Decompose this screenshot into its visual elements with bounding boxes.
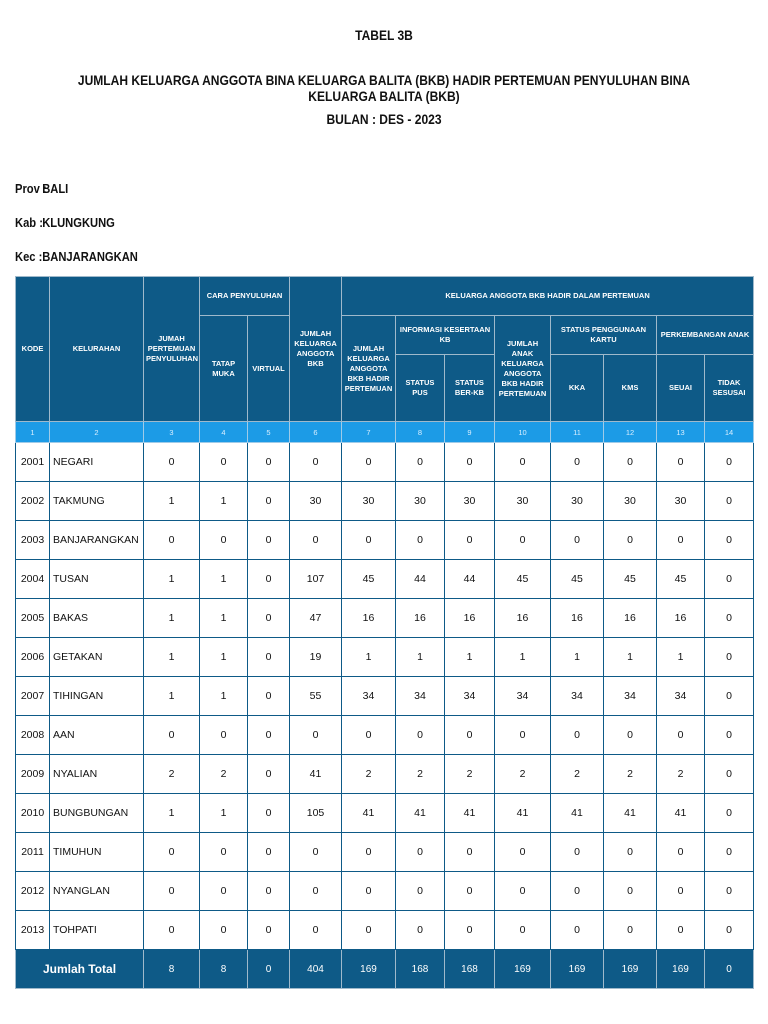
value-cell: 107 xyxy=(290,560,342,599)
total-value-cell: 168 xyxy=(396,950,445,989)
value-cell: 1 xyxy=(200,599,248,638)
value-cell: 0 xyxy=(604,911,657,950)
value-cell: 34 xyxy=(495,677,551,716)
value-cell: 1 xyxy=(200,677,248,716)
total-value-cell: 168 xyxy=(445,950,495,989)
value-cell: 0 xyxy=(248,521,290,560)
district-label: Kec : xyxy=(15,249,43,264)
value-cell: 0 xyxy=(342,521,396,560)
header-jumlah-keluarga: JUMLAH KELUARGA ANGGOTA BKB xyxy=(290,277,342,422)
total-value-cell: 169 xyxy=(342,950,396,989)
kode-cell: 2005 xyxy=(16,599,50,638)
period-label: BULAN : DES - 2023 xyxy=(326,111,442,127)
kelurahan-cell: NYANGLAN xyxy=(50,872,144,911)
value-cell: 1 xyxy=(200,638,248,677)
value-cell: 16 xyxy=(604,599,657,638)
value-cell: 44 xyxy=(445,560,495,599)
total-row xyxy=(16,950,754,989)
value-cell: 0 xyxy=(705,794,754,833)
value-cell: 0 xyxy=(604,833,657,872)
value-cell: 1 xyxy=(604,638,657,677)
total-value-cell: 0 xyxy=(705,950,754,989)
value-cell: 0 xyxy=(495,911,551,950)
value-cell: 0 xyxy=(705,872,754,911)
value-cell: 1 xyxy=(445,638,495,677)
column-number: 4 xyxy=(200,422,248,443)
kode-cell: 2002 xyxy=(16,482,50,521)
value-cell: 1 xyxy=(551,638,604,677)
value-cell: 30 xyxy=(657,482,705,521)
value-cell: 34 xyxy=(342,677,396,716)
value-cell: 0 xyxy=(396,833,445,872)
value-cell: 1 xyxy=(495,638,551,677)
total-value-cell: 8 xyxy=(200,950,248,989)
value-cell: 16 xyxy=(551,599,604,638)
value-cell: 0 xyxy=(248,911,290,950)
value-cell: 0 xyxy=(495,872,551,911)
column-number: 9 xyxy=(445,422,495,443)
header-tidak-sesuai: TIDAK SESUSAI xyxy=(705,355,754,422)
total-value-cell: 0 xyxy=(248,950,290,989)
value-cell: 0 xyxy=(200,521,248,560)
column-number: 13 xyxy=(657,422,705,443)
value-cell: 0 xyxy=(248,560,290,599)
province-label: Prov : xyxy=(15,181,47,196)
table-row xyxy=(16,560,754,599)
kode-cell: 2013 xyxy=(16,911,50,950)
table-row xyxy=(16,794,754,833)
value-cell: 0 xyxy=(495,716,551,755)
value-cell: 0 xyxy=(551,872,604,911)
value-cell: 45 xyxy=(604,560,657,599)
value-cell: 0 xyxy=(248,482,290,521)
header-perkembangan-anak: PERKEMBANGAN ANAK xyxy=(657,316,754,355)
value-cell: 0 xyxy=(290,443,342,482)
value-cell: 30 xyxy=(551,482,604,521)
value-cell: 0 xyxy=(604,716,657,755)
value-cell: 1 xyxy=(144,638,200,677)
value-cell: 45 xyxy=(657,560,705,599)
total-value-cell: 169 xyxy=(604,950,657,989)
kelurahan-cell: GETAKAN xyxy=(50,638,144,677)
header-kka: KKA xyxy=(551,355,604,422)
value-cell: 0 xyxy=(705,911,754,950)
value-cell: 16 xyxy=(657,599,705,638)
header-status-pus: STATUS PUS xyxy=(396,355,445,422)
value-cell: 0 xyxy=(342,716,396,755)
total-value-cell: 404 xyxy=(290,950,342,989)
column-number: 10 xyxy=(495,422,551,443)
value-cell: 0 xyxy=(445,443,495,482)
regency-label: Kab : xyxy=(15,215,43,230)
column-number: 2 xyxy=(50,422,144,443)
value-cell: 0 xyxy=(551,911,604,950)
table-body xyxy=(16,443,754,950)
value-cell: 2 xyxy=(551,755,604,794)
value-cell: 1 xyxy=(396,638,445,677)
district-value: BANJARANGKAN xyxy=(42,249,138,264)
value-cell: 45 xyxy=(495,560,551,599)
value-cell: 2 xyxy=(604,755,657,794)
value-cell: 1 xyxy=(200,482,248,521)
value-cell: 0 xyxy=(445,833,495,872)
header-cara-penyuluhan: CARA PENYULUHAN xyxy=(200,277,290,316)
kode-cell: 2011 xyxy=(16,833,50,872)
value-cell: 41 xyxy=(551,794,604,833)
value-cell: 0 xyxy=(705,560,754,599)
column-number: 11 xyxy=(551,422,604,443)
value-cell: 2 xyxy=(495,755,551,794)
value-cell: 2 xyxy=(200,755,248,794)
value-cell: 0 xyxy=(657,716,705,755)
value-cell: 55 xyxy=(290,677,342,716)
column-number: 12 xyxy=(604,422,657,443)
table-subtitle: JUMLAH KELUARGA ANGGOTA BINA KELUARGA BALITA (BKB) HADIR PERTEMUAN PENYULUHAN BINA KELUARGA BALITA (BKB) xyxy=(77,72,691,104)
value-cell: 2 xyxy=(445,755,495,794)
header-jumlah-keluarga-hadir: JUMLAH KELUARGA ANGGOTA BKB HADIR PERTEMUAN xyxy=(342,316,396,422)
value-cell: 0 xyxy=(705,638,754,677)
kelurahan-cell: NYALIAN xyxy=(50,755,144,794)
value-cell: 0 xyxy=(248,677,290,716)
value-cell: 0 xyxy=(705,716,754,755)
value-cell: 0 xyxy=(342,911,396,950)
value-cell: 0 xyxy=(144,833,200,872)
value-cell: 45 xyxy=(551,560,604,599)
column-number: 8 xyxy=(396,422,445,443)
value-cell: 30 xyxy=(604,482,657,521)
column-number: 1 xyxy=(16,422,50,443)
value-cell: 0 xyxy=(290,911,342,950)
value-cell: 0 xyxy=(290,521,342,560)
kelurahan-cell: BUNGBUNGAN xyxy=(50,794,144,833)
kode-cell: 2007 xyxy=(16,677,50,716)
value-cell: 1 xyxy=(342,638,396,677)
column-number: 3 xyxy=(144,422,200,443)
value-cell: 1 xyxy=(144,677,200,716)
value-cell: 0 xyxy=(396,443,445,482)
value-cell: 0 xyxy=(495,443,551,482)
value-cell: 0 xyxy=(551,521,604,560)
value-cell: 16 xyxy=(445,599,495,638)
value-cell: 2 xyxy=(144,755,200,794)
value-cell: 0 xyxy=(248,872,290,911)
value-cell: 0 xyxy=(290,872,342,911)
kelurahan-cell: BANJARANGKAN xyxy=(50,521,144,560)
kelurahan-cell: AAN xyxy=(50,716,144,755)
column-number: 5 xyxy=(248,422,290,443)
value-cell: 0 xyxy=(705,482,754,521)
value-cell: 16 xyxy=(396,599,445,638)
kode-cell: 2001 xyxy=(16,443,50,482)
table-row xyxy=(16,521,754,560)
kelurahan-cell: TAKMUNG xyxy=(50,482,144,521)
value-cell: 0 xyxy=(495,521,551,560)
value-cell: 105 xyxy=(290,794,342,833)
value-cell: 0 xyxy=(144,521,200,560)
value-cell: 41 xyxy=(604,794,657,833)
value-cell: 34 xyxy=(551,677,604,716)
value-cell: 34 xyxy=(657,677,705,716)
column-number: 6 xyxy=(290,422,342,443)
value-cell: 0 xyxy=(342,443,396,482)
value-cell: 0 xyxy=(290,716,342,755)
province-line xyxy=(15,181,68,196)
value-cell: 0 xyxy=(705,833,754,872)
value-cell: 34 xyxy=(445,677,495,716)
value-cell: 0 xyxy=(248,716,290,755)
header-keluarga-hadir-group: KELUARGA ANGGOTA BKB HADIR DALAM PERTEMUAN xyxy=(342,277,754,316)
value-cell: 0 xyxy=(396,716,445,755)
header-kode: KODE xyxy=(16,277,50,422)
value-cell: 0 xyxy=(342,833,396,872)
value-cell: 0 xyxy=(657,521,705,560)
value-cell: 1 xyxy=(144,794,200,833)
kelurahan-cell: TIHINGAN xyxy=(50,677,144,716)
column-number-row xyxy=(16,422,754,443)
value-cell: 0 xyxy=(657,443,705,482)
value-cell: 0 xyxy=(248,755,290,794)
value-cell: 0 xyxy=(200,911,248,950)
table-row xyxy=(16,755,754,794)
province-value: BALI xyxy=(42,181,69,196)
value-cell: 2 xyxy=(657,755,705,794)
value-cell: 41 xyxy=(290,755,342,794)
value-cell: 16 xyxy=(342,599,396,638)
header-status-berkb: STATUS BER-KB xyxy=(445,355,495,422)
column-number: 7 xyxy=(342,422,396,443)
value-cell: 0 xyxy=(445,872,495,911)
value-cell: 0 xyxy=(551,443,604,482)
table-title: TABEL 3B xyxy=(355,27,413,43)
value-cell: 0 xyxy=(144,872,200,911)
district-line xyxy=(15,249,138,264)
regency-line xyxy=(15,215,115,230)
value-cell: 0 xyxy=(657,833,705,872)
value-cell: 0 xyxy=(396,521,445,560)
total-value-cell: 169 xyxy=(657,950,705,989)
value-cell: 16 xyxy=(495,599,551,638)
kode-cell: 2006 xyxy=(16,638,50,677)
value-cell: 19 xyxy=(290,638,342,677)
header-jumlah-anak: JUMLAH ANAK KELUARGA ANGGOTA BKB HADIR PERTEMUAN xyxy=(495,316,551,422)
value-cell: 0 xyxy=(657,911,705,950)
value-cell: 1 xyxy=(200,560,248,599)
value-cell: 0 xyxy=(657,872,705,911)
value-cell: 30 xyxy=(342,482,396,521)
value-cell: 0 xyxy=(248,794,290,833)
value-cell: 0 xyxy=(200,443,248,482)
table-row xyxy=(16,872,754,911)
value-cell: 41 xyxy=(396,794,445,833)
header-virtual: VIRTUAL xyxy=(248,316,290,422)
value-cell: 34 xyxy=(396,677,445,716)
value-cell: 0 xyxy=(290,833,342,872)
value-cell: 0 xyxy=(705,521,754,560)
table-row xyxy=(16,638,754,677)
header-tatap-muka: TATAP MUKA xyxy=(200,316,248,422)
value-cell: 0 xyxy=(445,521,495,560)
value-cell: 1 xyxy=(144,482,200,521)
value-cell: 0 xyxy=(248,638,290,677)
header-kelurahan: KELURAHAN xyxy=(50,277,144,422)
value-cell: 0 xyxy=(144,716,200,755)
table-row xyxy=(16,443,754,482)
value-cell: 0 xyxy=(248,443,290,482)
kelurahan-cell: NEGARI xyxy=(50,443,144,482)
value-cell: 41 xyxy=(495,794,551,833)
value-cell: 0 xyxy=(705,443,754,482)
kode-cell: 2004 xyxy=(16,560,50,599)
kode-cell: 2003 xyxy=(16,521,50,560)
value-cell: 1 xyxy=(144,599,200,638)
value-cell: 1 xyxy=(657,638,705,677)
header-jumah-pertemuan: JUMAH PERTEMUAN PENYULUHAN xyxy=(144,277,200,422)
kelurahan-cell: TOHPATI xyxy=(50,911,144,950)
header-status-kartu: STATUS PENGGUNAAN KARTU xyxy=(551,316,657,355)
value-cell: 0 xyxy=(445,716,495,755)
value-cell: 1 xyxy=(144,560,200,599)
total-value-cell: 8 xyxy=(144,950,200,989)
value-cell: 2 xyxy=(396,755,445,794)
value-cell: 41 xyxy=(657,794,705,833)
value-cell: 0 xyxy=(396,872,445,911)
kelurahan-cell: TUSAN xyxy=(50,560,144,599)
header-sesuai: SEUAI xyxy=(657,355,705,422)
kode-cell: 2008 xyxy=(16,716,50,755)
kode-cell: 2012 xyxy=(16,872,50,911)
kelurahan-cell: TIMUHUN xyxy=(50,833,144,872)
total-value-cell: 169 xyxy=(495,950,551,989)
value-cell: 44 xyxy=(396,560,445,599)
value-cell: 0 xyxy=(551,833,604,872)
value-cell: 0 xyxy=(445,911,495,950)
kode-cell: 2009 xyxy=(16,755,50,794)
table-row xyxy=(16,833,754,872)
value-cell: 30 xyxy=(495,482,551,521)
value-cell: 0 xyxy=(396,911,445,950)
value-cell: 0 xyxy=(200,716,248,755)
value-cell: 45 xyxy=(342,560,396,599)
value-cell: 0 xyxy=(604,443,657,482)
header-informasi-kesertaan: INFORMASI KESERTAAN KB xyxy=(396,316,495,355)
value-cell: 0 xyxy=(495,833,551,872)
value-cell: 30 xyxy=(445,482,495,521)
value-cell: 41 xyxy=(445,794,495,833)
value-cell: 34 xyxy=(604,677,657,716)
total-value-cell: 169 xyxy=(551,950,604,989)
value-cell: 30 xyxy=(290,482,342,521)
value-cell: 41 xyxy=(342,794,396,833)
value-cell: 47 xyxy=(290,599,342,638)
header-kms: KMS xyxy=(604,355,657,422)
kode-cell: 2010 xyxy=(16,794,50,833)
value-cell: 0 xyxy=(144,443,200,482)
value-cell: 0 xyxy=(248,833,290,872)
value-cell: 0 xyxy=(604,872,657,911)
value-cell: 2 xyxy=(342,755,396,794)
table-row xyxy=(16,677,754,716)
value-cell: 0 xyxy=(551,716,604,755)
value-cell: 0 xyxy=(342,872,396,911)
table-row xyxy=(16,716,754,755)
value-cell: 0 xyxy=(705,599,754,638)
value-cell: 0 xyxy=(604,521,657,560)
value-cell: 0 xyxy=(200,833,248,872)
table-row xyxy=(16,599,754,638)
data-table xyxy=(15,276,754,989)
value-cell: 0 xyxy=(144,911,200,950)
value-cell: 30 xyxy=(396,482,445,521)
value-cell: 0 xyxy=(705,755,754,794)
table-row xyxy=(16,482,754,521)
total-label: Jumlah Total xyxy=(16,950,144,989)
value-cell: 0 xyxy=(248,599,290,638)
kelurahan-cell: BAKAS xyxy=(50,599,144,638)
value-cell: 0 xyxy=(200,872,248,911)
regency-value: KLUNGKUNG xyxy=(42,215,115,230)
table-row xyxy=(16,911,754,950)
value-cell: 0 xyxy=(705,677,754,716)
value-cell: 1 xyxy=(200,794,248,833)
column-number: 14 xyxy=(705,422,754,443)
